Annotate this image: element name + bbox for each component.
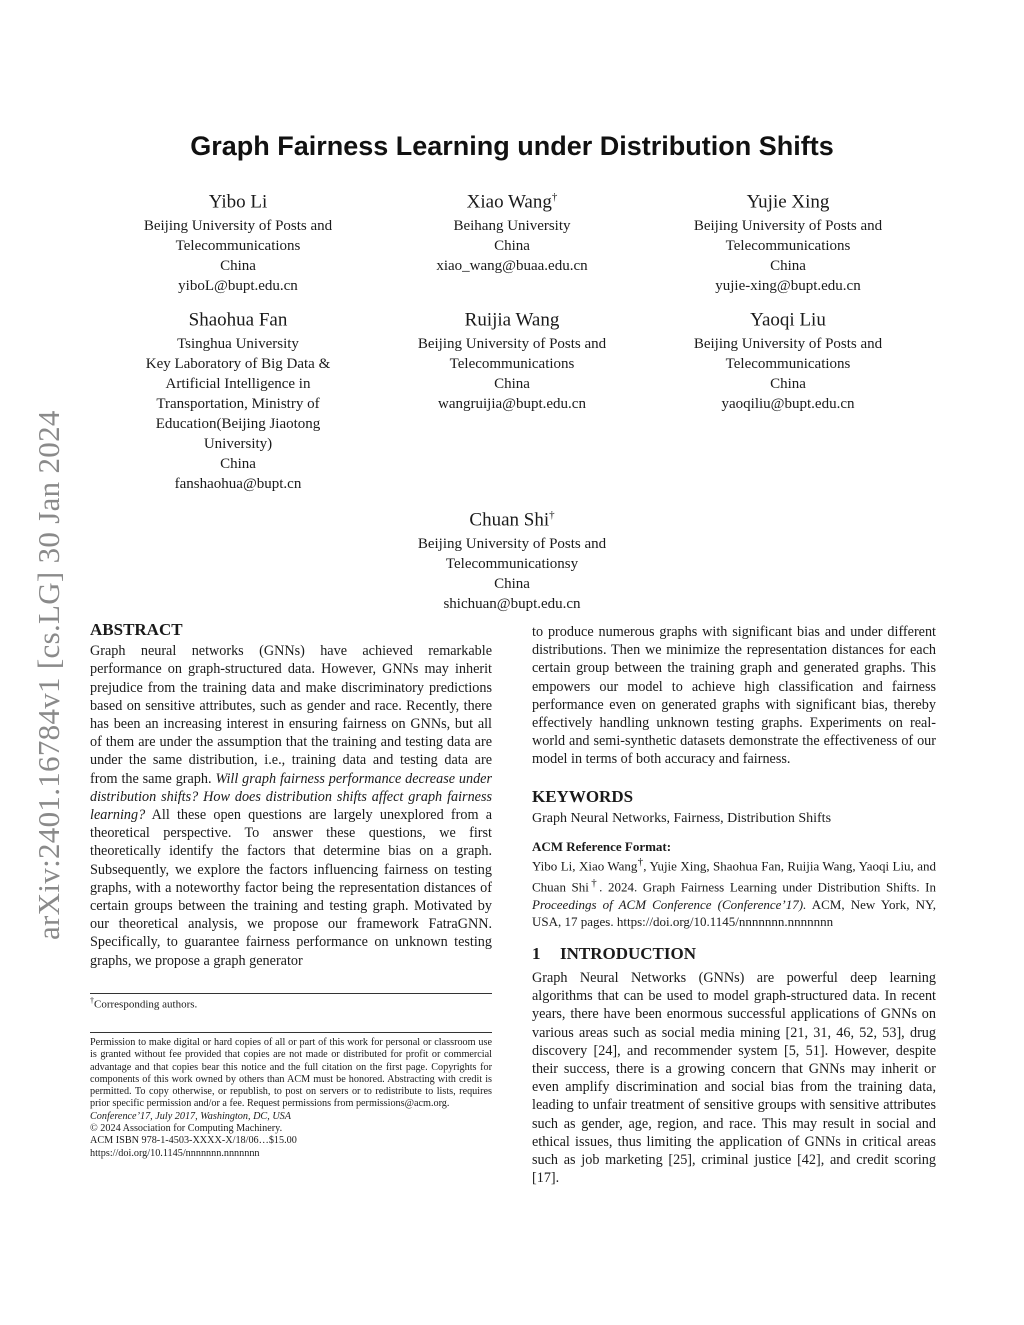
author-block (392, 503, 632, 614)
author-country: China (770, 258, 806, 275)
author-affiliation: Transportation, Ministry of (156, 396, 320, 413)
author-name: Shaohua Fan (188, 309, 288, 331)
author-affiliation: Telecommunications (175, 238, 301, 255)
author-affiliation: Education(Beijing Jiaotong (155, 416, 321, 433)
author-block (118, 303, 358, 494)
author-block (668, 185, 908, 296)
author-affiliation: Telecommunications (725, 238, 851, 255)
author-affiliation: Tsinghua University (177, 336, 299, 353)
footnote-divider (90, 993, 492, 994)
author-email[interactable]: yaoqiliu@bupt.edu.cn (721, 396, 855, 413)
author-email[interactable]: shichuan@bupt.edu.cn (443, 596, 581, 613)
author-affiliation: Artificial Intelligence in (165, 376, 311, 393)
author-affiliation: Key Laboratory of Big Data & (145, 356, 331, 373)
permission-divider (90, 1032, 492, 1033)
author-name: Xiao Wang† (466, 191, 558, 213)
introduction-body (532, 969, 936, 1187)
footnote: †Corresponding authors. (90, 996, 198, 1011)
author-email[interactable]: fanshaohua@bupt.cn (174, 476, 302, 493)
author-affiliation: Telecommunications (449, 356, 575, 373)
isbn-line: ACM ISBN 978-1-4503-XXXX-X/18/06…$15.00 (90, 1135, 297, 1147)
author-affiliation: Beijing University of Posts and (143, 218, 333, 235)
author-affiliation: Beijing University of Posts and (417, 336, 607, 353)
author-affiliation: Telecommunications (725, 356, 851, 373)
keywords-heading: KEYWORDS (532, 787, 634, 806)
abstract-section (90, 621, 492, 970)
permission-notice (90, 1037, 492, 1160)
abstract-text: Graph neural networks (GNNs) have achieved remarkable performance on graph-structured data. However, GNNs may inherit prejudice from the training data and make discriminatory predictions based on sensitive attributes, such as gender and race. Recently, there has been an increasing interest in ensuring fairness on GNNs, but all of them are under the assumption that the training and testing data are under the same distribution, i.e., training data and testing data are from the same graph. Will graph fairness performance decrease under distribution shifts? How does distribution shifts affect graph fairness learning? All these open questions are largely unexplored from a theoretical perspective. To answer these questions, we first theoretically identify the factors that determine bias on a graph. Subsequently, we explore the factors influencing fairness on testing graphs, with a noteworthy factor being the representation distances of certain groups between the training and testing graph. Motivated by our theoretical analysis, we propose our framework FatraGNN. Specifically, to guarantee fairness performance on unknown testing graphs, we propose a graph generator (90, 643, 493, 969)
author-name: Yibo Li (208, 191, 268, 213)
paper-title: Graph Fairness Learning under Distribution Shifts (190, 131, 834, 161)
keywords-text: Graph Neural Networks, Fairness, Distribution Shifts (532, 811, 832, 826)
author-block (392, 185, 632, 276)
author-name: Yujie Xing (746, 191, 830, 213)
author-country: China (494, 238, 530, 255)
author-email[interactable]: yiboL@bupt.edu.cn (178, 278, 298, 295)
author-affiliation: Beijing University of Posts and (693, 218, 883, 235)
abstract-continued (532, 623, 936, 769)
author-affiliation: Beijing University of Posts and (417, 536, 607, 553)
author-affiliation: Telecommunicationsy (445, 556, 579, 573)
author-email[interactable]: xiao_wang@buaa.edu.cn (436, 258, 588, 275)
author-country: China (770, 376, 806, 393)
author-email[interactable]: wangruijia@bupt.edu.cn (438, 396, 586, 413)
author-country: China (494, 376, 530, 393)
author-block (118, 185, 358, 296)
author-email[interactable]: yujie-xing@bupt.edu.cn (715, 278, 861, 295)
author-affiliation: Beihang University (453, 218, 571, 235)
author-name: Yaoqi Liu (750, 309, 826, 331)
introduction-heading: 1 INTRODUCTION (532, 944, 697, 963)
abstract-heading: ABSTRACT (90, 620, 183, 639)
introduction-text: Graph Neural Networks (GNNs) are powerful deep learning algorithms that can be used to model graph-structured data. In recent years, there have been enormous successful applications of GNNs on various areas such as social media mining [21, 31, 46, 52, 53], drug discovery [24], and recommender system [5, 51]. However, despite their success, there is a growing concern that GNNs may inherit or even amplify discrimination and social bias from the training data, leading to unfair treatment of sensitive groups with sensitive attributes such as gender, age, region, and race. This may result in social and ethical issues, thus limiting the application of GNNs in critical areas such as job marketing [25], criminal justice [42], and credit scoring [17]. (532, 970, 936, 1187)
acm-reference-heading: ACM Reference Format: (532, 839, 672, 854)
author-affiliation: Beijing University of Posts and (693, 336, 883, 353)
author-affiliation: University) (203, 436, 273, 453)
abstract-text-continued: to produce numerous graphs with significant bias and under different distributions. Then we minimize the representation distances for each certain group between the training graph and generated graphs. This empowers our model to achieve high classification and fairness performance even on generated graphs with significant bias, thereby effectively handling unknown testing graphs. Experiments on real-world and semi-synthetic datasets demonstrate the effectiveness of our model in terms of both accuracy and fairness. (532, 624, 936, 768)
author-country: China (220, 258, 256, 275)
author-country: China (494, 576, 530, 593)
author-block (392, 303, 632, 414)
author-name: Ruijia Wang (464, 309, 560, 331)
doi-link[interactable]: https://doi.org/10.1145/nnnnnnn.nnnnnnn (90, 1147, 260, 1159)
author-country: China (220, 456, 256, 473)
author-block (668, 303, 908, 414)
author-name: Chuan Shi† (469, 509, 555, 531)
arxiv-identifier: arXiv:2401.16784v1 [cs.LG] 30 Jan 2024 (31, 410, 66, 940)
permission-text: Permission to make digital or hard copies of all or part of this work for personal or classroom use is granted without fee provided that copies are not made or distributed for profit or commercial advantage and that copies bear this notice and the full citation on the first page. Copyrights for components of this work owned by others than ACM must be honored. Abstracting with credit is permitted. To copy otherwise, or republish, to post on servers or to redistribute to lists, requires prior specific permission and/or a fee. Request permissions from permissions@acm.org. (90, 1037, 492, 1110)
conference-info: Conference’17, July 2017, Washington, DC, USA (90, 1110, 291, 1122)
copyright-line: © 2024 Association for Computing Machinery. (90, 1123, 283, 1135)
acm-reference-text: Yibo Li, Xiao Wang†, Yujie Xing, Shaohua Fan, Ruijia Wang, Yaoqi Liu, and Chuan Shi†. 2024. Graph Fairness Learning under Distribution Shifts. In Proceedings of ACM Conference (Conference’17). ACM, New York, NY, USA, 17 pages. https://doi.org/10.1145/nnnnnnn.nnnnnnn (532, 856, 937, 930)
